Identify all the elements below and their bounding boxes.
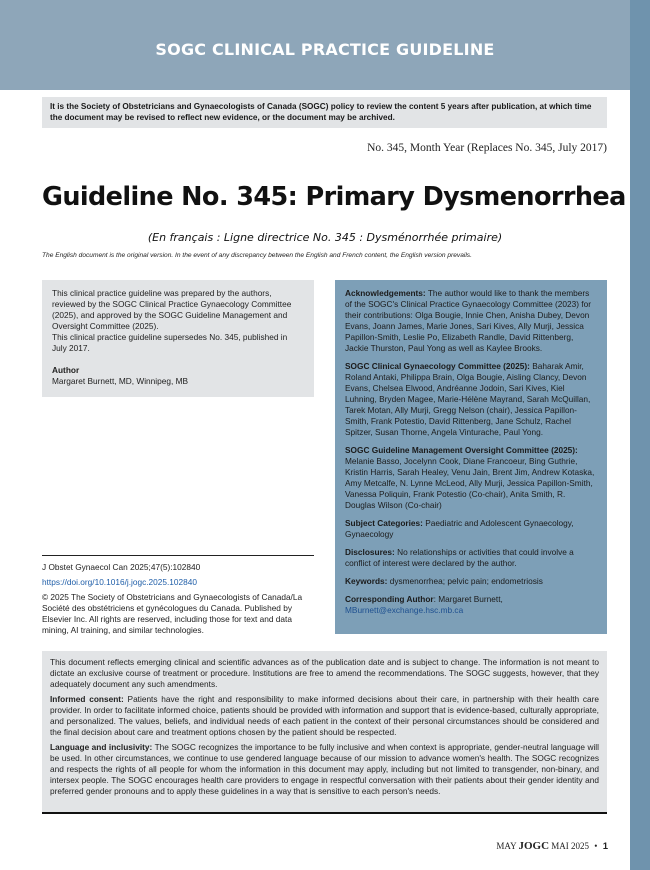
consent-label: Informed consent: [50,694,124,704]
ack-label: Acknowledgements: [345,288,426,298]
author-name: Margaret Burnett, MD, Winnipeg, MB [52,376,189,386]
disclosures-text: No relationships or activities that could involve a conflict of interest were declared by the author. [345,547,574,568]
corresponding-text: : Margaret Burnett, [433,594,503,604]
right-color-bar [630,0,650,870]
disclosures-label: Disclosures: [345,547,395,557]
consent-text: Patients have the right and responsibility to make informed decisions about their care, in partnership with their health care provider. In order to facilitate informed choice, patients should be provided with information and support that is evidence-based, culturally appropriate, and personalized. The values, beliefs, and individual needs of each patient in the context of their personal circumstances should be considered and the final decision about care and treatment options chosen by the patient should be respected. [50,694,599,737]
journal-citation: J Obstet Gynaecol Can 2025;47(5):102840 [42,562,201,572]
oversight-committee [345,445,597,511]
disclosures [345,547,597,569]
french-title: (En français : Ligne directrice No. 345 : Dysménorrhée primaire) [147,231,503,244]
footer-month: MAY [496,841,517,851]
page-footer [496,840,608,852]
keywords-label: Keywords: [345,576,388,586]
informed-consent [50,694,599,738]
policy-notice: It is the Society of Obstetricians and Gynaecologists of Canada (SOGC) policy to review the content 5 years after publication, at which time the document may be revised to reflect new evidence, or the document may be archived. [42,97,607,128]
subject-categories [345,518,597,540]
acknowledgements [345,288,597,354]
supersedes-text: This clinical practice guideline supersedes No. 345, published in July 2017. [52,332,288,353]
acknowledgements-box [335,280,607,634]
author-heading: Author [52,365,80,375]
guideline-number: No. 345, Month Year (Replaces No. 345, July 2017) [367,142,607,154]
oversight-text: Melanie Basso, Jocelynn Cook, Diane Francoeur, Bing Guthrie, Kristin Harris, Sarah Healey, Venu Jain, Brent Jim, Andrew Kotaska, Amy Metcalfe, N. Lynne McLeod, Ally Murji, Jessica Papillon-Smith, Vanessa Poliquin, Frank Potestio (Co-chair), Anita Smith, R. Douglas Wilson (Co-chair) [345,456,595,510]
version-note: The English document is the original version. In the event of any discrepancy between the English and French content, the English version prevails. [42,252,472,259]
keywords [345,576,597,587]
disclaimer-box [42,651,607,814]
subject-label: Subject Categories: [345,518,423,528]
preparation-text: This clinical practice guideline was prepared by the authors, reviewed by the SOGC Clinical Practice Gynaecology Committee (2025), and approved by the SOGC Guideline Management and Oversight Committee (2025). [52,288,292,331]
corresponding-label: Corresponding Author [345,594,434,604]
section-banner-title: SOGC CLINICAL PRACTICE GUIDELINE [155,40,495,59]
committee-label: SOGC Clinical Gynaecology Committee (2025): [345,361,530,371]
oversight-label: SOGC Guideline Management Oversight Committee (2025): [345,445,578,455]
corresponding-email-link[interactable]: MBurnett@exchange.hsc.mb.ca [345,605,464,615]
ack-text: The author would like to thank the members of the SOGC's Clinical Practice Gynaecology Committee (2023) for their contributions: Olga Bougie, Innie Chen, Anisha Dubey, Devon Evans, Joann James, Marie Jones, Sari Kives, Ally Murji, Jessica Papillon-Smith, Leslie Po, Elizabeth Randle, David Rittenberg, Jackie Thurston, Paul Yong as well as Kaylee Brooks. [345,288,591,353]
keywords-text: dysmenorrhea; pelvic pain; endometriosis [389,576,543,586]
language-label: Language and inclusivity: [50,742,153,752]
preparation-box [42,280,314,397]
subject-text: Paediatric and Adolescent Gynaecology, Gynaecology [345,518,574,539]
footer-date: MAI 2025 [551,841,590,851]
page-title: Guideline No. 345: Primary Dysmenorrhea [42,182,626,212]
clinical-committee [345,361,597,438]
committee-text: Baharak Amir, Roland Antaki, Philippa Brain, Olga Bougie, Aisling Clancy, Devon Evans, Chelsea Elwood, Andréanne Jodoin, Sari Kives, Kiel Luhning, Bryden Magee, Marie-Hélène Mayrand, Sarah McQuillan, Tarek Motan, Ally Murji, Gregg Nelson (chair), Jessica Papillon-Smith, Frank Potestio, David Rittenberg, Jane Schulz, Rachel Spitzer, Susan Thorne, Angela Vinturache, Paul Yong. [345,361,591,437]
doi-link[interactable]: https://doi.org/10.1016/j.jogc.2025.102840 [42,577,197,587]
disclaimer-intro: This document reflects emerging clinical and scientific advances as of the publication date and is subject to change. The information is not meant to dictate an exclusive course of treatment or procedure. Institutions are free to amend the recommendations. The SOGC suggests, however, that they adequately document any such amendments. [50,657,599,689]
page-number: 1 [602,841,608,852]
copyright-notice: © 2025 The Society of Obstetricians and Gynaecologists of Canada/La Société des obstétriciens et gynécologues du Canada. Published by Elsevier Inc. All rights are reserved, including those for text and data mining, AI training, and similar technologies. [42,592,303,635]
footer-bullet: • [594,841,598,851]
citation-block [42,555,314,640]
language-inclusivity [50,742,599,797]
language-text: The SOGC recognizes the importance to be fully inclusive and when context is appropriate, gender-neutral language will be used. In other circumstances, we continue to use gendered language because of our mission to advance women's health. The SOGC recognizes and respects the rights of all people for whom the information in this document may apply, including but not limited to transgender, non-binary, and intersex people. The SOGC encourages health care providers to engage in respectful conversation with their patients about their gender identity and preferred gender pronouns and to apply these guidelines in a way that is sensitive to each person's needs. [50,742,599,796]
footer-journal: JOGC [518,840,550,852]
corresponding-author [345,594,597,616]
